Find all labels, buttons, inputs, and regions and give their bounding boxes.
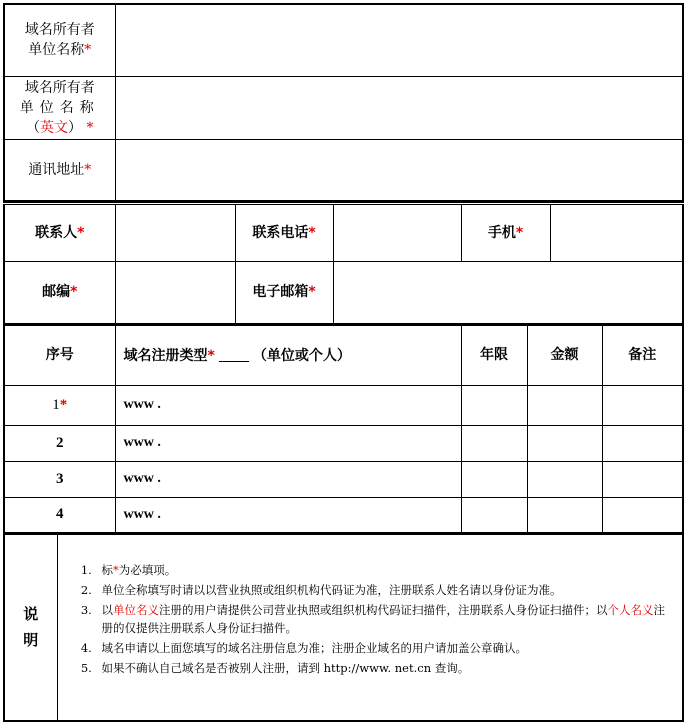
years-field[interactable] xyxy=(461,497,527,533)
required-star-icon: * xyxy=(308,284,316,301)
contact-person-field[interactable] xyxy=(115,204,235,262)
contact-section xyxy=(3,202,684,325)
amount-header: 金额 xyxy=(527,325,602,385)
row-seq: 4 xyxy=(4,497,115,533)
owner-name-en-label: 域名所有者 单位名称 （英文） * xyxy=(4,76,115,139)
owner-name-field[interactable] xyxy=(115,4,683,76)
domain-field[interactable]: www . xyxy=(115,385,461,425)
remark-field[interactable] xyxy=(602,461,683,497)
notes-label: 说 明 xyxy=(4,535,57,721)
note-item-3: 3. 以单位名义注册的用户请提供公司营业执照或组织机构代码证扫描件，注册联系人身份证扫描件；以个人名义注册的仅提供注册联系人身份证扫描件。 xyxy=(96,601,673,637)
years-header: 年限 xyxy=(461,325,527,385)
note-item-1: 1. 标*为必填项。 xyxy=(96,561,673,579)
email-field[interactable] xyxy=(333,262,683,324)
table-row xyxy=(4,461,683,497)
years-field[interactable] xyxy=(461,425,527,461)
notes-content xyxy=(57,535,683,721)
years-field[interactable] xyxy=(461,385,527,425)
row-seq: 2 xyxy=(4,425,115,461)
note-item-2: 2. 单位全称填写时请以以营业执照或组织机构代码证为准，注册联系人姓名请以身份证为准。 xyxy=(96,581,673,599)
remark-field[interactable] xyxy=(602,497,683,533)
seq-header: 序号 xyxy=(4,325,115,385)
required-star-icon: * xyxy=(59,396,68,413)
mobile-label: 手机* xyxy=(461,204,550,262)
note-item-5: 5. 如果不确认自己域名是否被别人注册，请到 http://www. net.cn 查询。 xyxy=(96,659,673,677)
domain-table xyxy=(3,325,684,535)
zip-label: 邮编* xyxy=(4,262,115,324)
required-star-icon: * xyxy=(77,225,85,241)
zip-field[interactable] xyxy=(115,262,235,324)
amount-field[interactable] xyxy=(527,385,602,425)
phone-label: 联系电话* xyxy=(235,204,333,262)
type-blank[interactable] xyxy=(219,351,249,362)
domain-registration-form xyxy=(3,3,682,722)
remark-field[interactable] xyxy=(602,425,683,461)
domain-field[interactable]: www . xyxy=(115,497,461,533)
domain-field[interactable]: www . xyxy=(115,425,461,461)
note-item-4: 4. 域名申请以上面您填写的域名注册信息为准；注册企业域名的用户请加盖公章确认。 xyxy=(96,639,673,657)
required-star-icon: * xyxy=(70,284,78,301)
remark-field[interactable] xyxy=(602,385,683,425)
mobile-field[interactable] xyxy=(550,204,683,262)
address-field[interactable] xyxy=(115,139,683,201)
row-seq: 3 xyxy=(4,461,115,497)
domain-table-header xyxy=(4,325,683,385)
contact-person-label: 联系人* xyxy=(4,204,115,262)
required-star-icon: * xyxy=(113,563,119,577)
required-star-icon: * xyxy=(84,42,92,59)
required-star-icon: * xyxy=(308,225,316,241)
address-label: 通讯地址* xyxy=(4,139,115,201)
table-row xyxy=(4,385,683,425)
phone-field[interactable] xyxy=(333,204,461,262)
domain-field[interactable]: www . xyxy=(115,461,461,497)
required-star-icon: * xyxy=(207,348,215,364)
required-star-icon: * xyxy=(84,161,92,178)
amount-field[interactable] xyxy=(527,461,602,497)
amount-field[interactable] xyxy=(527,425,602,461)
owner-name-en-field[interactable] xyxy=(115,76,683,139)
owner-name-label: 域名所有者 单位名称* xyxy=(4,4,115,76)
email-label: 电子邮箱* xyxy=(235,262,333,324)
remark-header: 备注 xyxy=(602,325,683,385)
owner-section xyxy=(3,3,684,202)
notes-section xyxy=(3,534,684,722)
years-field[interactable] xyxy=(461,461,527,497)
table-row xyxy=(4,425,683,461)
row-seq: 1* xyxy=(4,385,115,425)
amount-field[interactable] xyxy=(527,497,602,533)
required-star-icon: * xyxy=(86,119,94,136)
table-row xyxy=(4,497,683,533)
type-header: 域名注册类型* （单位或个人） xyxy=(115,325,461,385)
required-star-icon: * xyxy=(515,225,524,241)
